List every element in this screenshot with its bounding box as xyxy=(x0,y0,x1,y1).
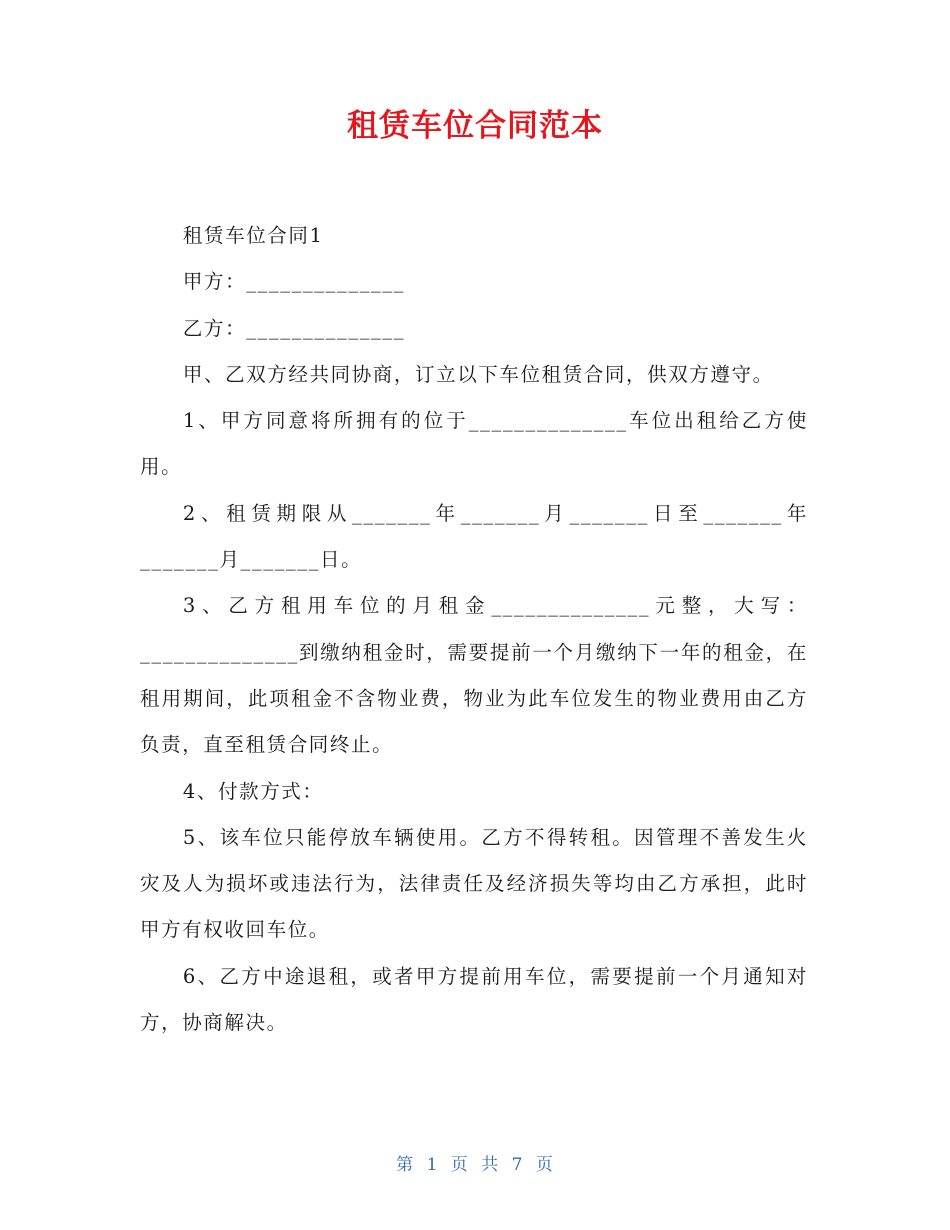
document-title: 租赁车位合同范本 xyxy=(347,108,603,144)
clause-1: 1、甲方同意将所拥有的位于______________车位出租给乙方使用。 xyxy=(140,409,808,479)
contract-heading: 租赁车位合同1 xyxy=(182,224,324,247)
page-number-footer: 第 1 页 共 7 页 xyxy=(396,1155,554,1175)
clause-6: 6、乙方中途退租，或者甲方提前用车位，需要提前一个月通知对方，协商解决。 xyxy=(140,964,808,1035)
party-a-line: 甲方：______________ xyxy=(182,270,406,294)
clause-5: 5、该车位只能停放车辆使用。乙方不得转租。因管理不善发生火灾及人为损坏或违法行为，法律责任及经济损失等均由乙方承担，此时甲方有权收回车位。 xyxy=(140,825,808,942)
clause-2: 2、租赁期限从_______年_______月_______日至_______年_______月_______日。 xyxy=(140,501,808,572)
party-b-line: 乙方：______________ xyxy=(182,316,406,340)
intro-paragraph: 甲、乙双方经共同协商，订立以下车位租赁合同，供双方遵守。 xyxy=(182,362,774,386)
clause-3: 3、乙方租用车位的月租金______________元整，大写：______________到缴纳租金时，需要提前一个月缴纳下一年的租金，在租用期间，此项租金不含物业费，物业为此车位发生的物业费用由乙方负责，直至租赁合同终止。 xyxy=(140,594,808,757)
document-body xyxy=(140,213,808,1046)
clause-4: 4、付款方式： xyxy=(182,779,324,803)
